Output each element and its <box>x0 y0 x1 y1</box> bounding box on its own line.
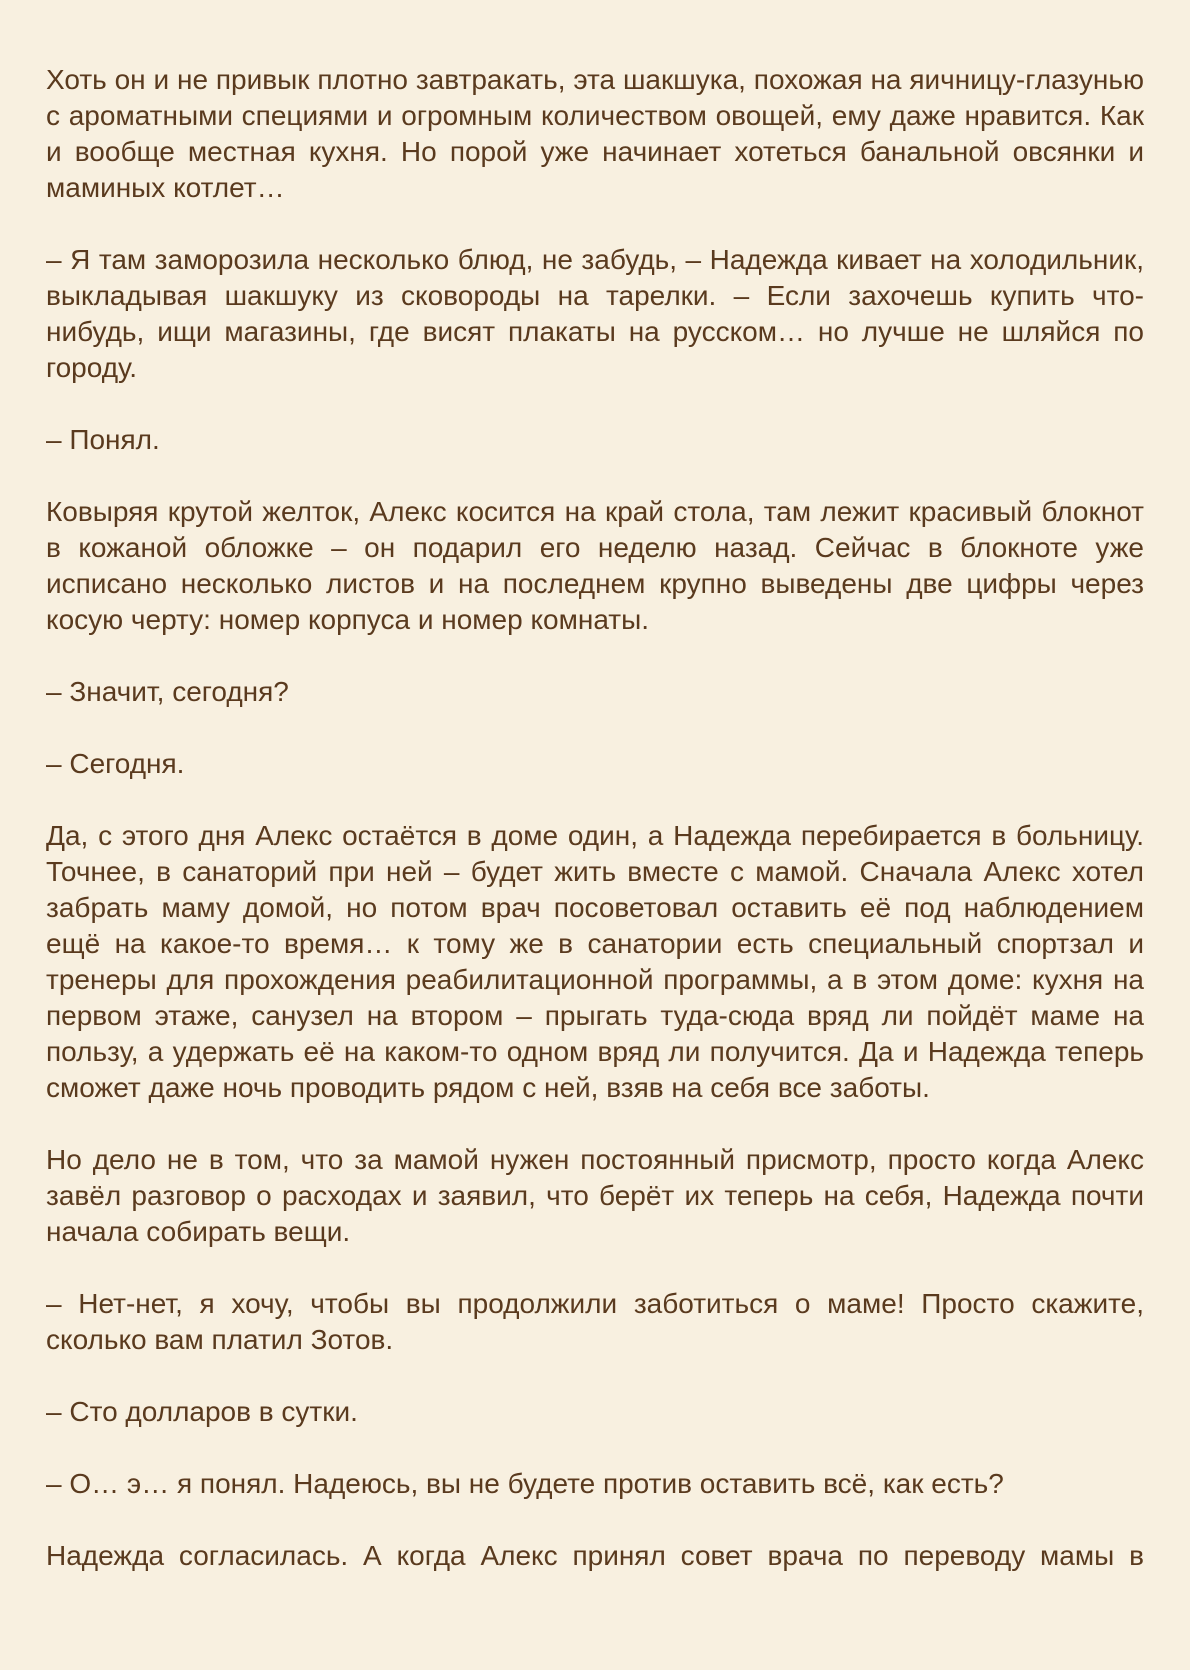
paragraph-3: – Понял. <box>46 424 160 455</box>
paragraph-8: Но дело не в том, что за мамой нужен постоянный присмотр, просто когда Алекс завёл разговор о расходах и заявил, что берёт их теперь на себя, Надежда почти начала собирать вещи. <box>46 1144 1144 1247</box>
paragraph-9: – Нет-нет, я хочу, чтобы вы продолжили заботиться о маме! Просто скажите, сколько вам платил Зотов. <box>46 1288 1144 1355</box>
paragraph-12: Надежда согласилась. А когда Алекс принял совет врача по переводу мамы в <box>46 1540 1144 1571</box>
paragraph-6: – Сегодня. <box>46 748 185 779</box>
paragraph-10: – Сто долларов в сутки. <box>46 1396 358 1427</box>
paragraph-4: Ковыряя крутой желток, Алекс косится на край стола, там лежит красивый блокнот в кожаной обложке – он подарил его неделю назад. Сейчас в блокноте уже исписано несколько листов и на последнем крупно выведены две цифры через косую черту: номер корпуса и номер комнаты. <box>46 496 1144 635</box>
paragraph-11: – О… э… я понял. Надеюсь, вы не будете против оставить всё, как есть? <box>46 1468 1004 1499</box>
paragraph-2: – Я там заморозила несколько блюд, не забудь, – Надежда кивает на холодильник, выкладывая шакшуку из сковороды на тарелки. – Если захочешь купить что-нибудь, ищи магазины, где висят плакаты на русском… но лучше не шляйся по городу. <box>46 244 1144 383</box>
paragraph-7: Да, с этого дня Алекс остаётся в доме один, а Надежда перебирается в больницу. Точнее, в санаторий при ней – будет жить вместе с мамой. Сначала Алекс хотел забрать маму домой, но потом врач посоветовал оставить её под наблюдением ещё на какое-то время… к тому же в санатории есть специальный спортзал и тренеры для прохождения реабилитационной программы, а в этом доме: кухня на первом этаже, санузел на втором – прыгать туда-сюда вряд ли пойдёт маме на пользу, а удержать её на каком-то одном вряд ли получится. Да и Надежда теперь сможет даже ночь проводить рядом с ней, взяв на себя все заботы. <box>46 820 1144 1103</box>
paragraph-5: – Значит, сегодня? <box>46 676 289 707</box>
paragraph-1: Хоть он и не привык плотно завтракать, эта шакшука, похожая на яичницу-глазунью с ароматными специями и огромным количеством овощей, ему даже нравится. Как и вообще местная кухня. Но порой уже начинает хотеться банальной овсянки и маминых котлет… <box>46 64 1144 203</box>
